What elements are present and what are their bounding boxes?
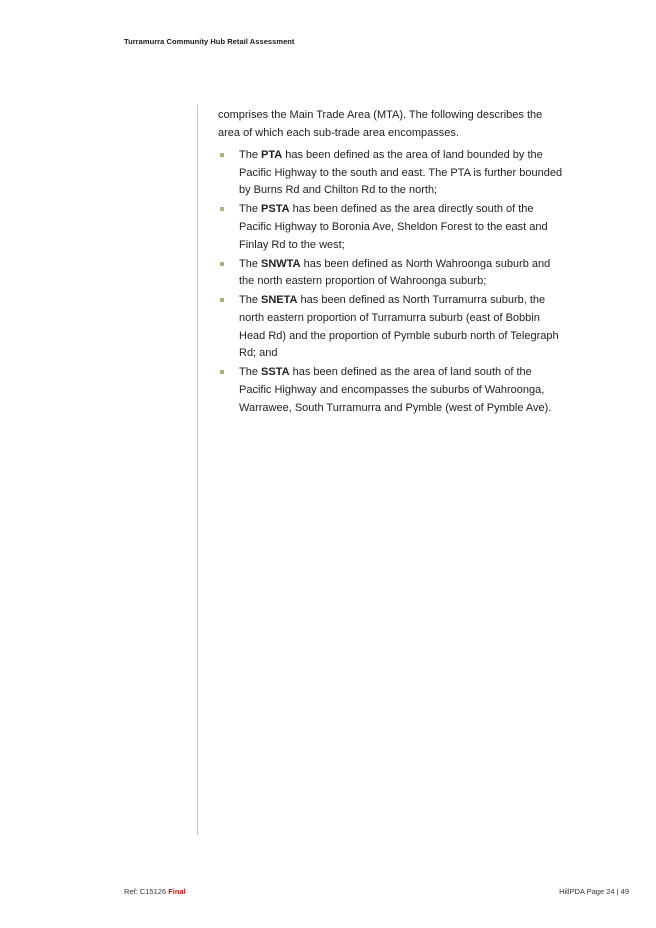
final-status-label: Final: [168, 887, 186, 896]
trade-area-list: [218, 147, 563, 417]
square-bullet-icon: [220, 298, 224, 302]
list-item-psta: The PSTA has been defined as the area directly south of the Pacific Highway to Boronia Ave, Sheldon Forest to the east and Finlay Rd to the west;: [218, 201, 563, 254]
footer-reference: Ref: C15126 Final: [124, 887, 186, 896]
list-item-pta: The PTA has been defined as the area of land bounded by the Pacific Highway to the south and east. The PTA is further bounded by Burns Rd and Chilton Rd to the north;: [218, 147, 563, 200]
term-snwta: SNWTA: [261, 257, 301, 270]
footer-page-number: HillPDA Page 24 | 49: [559, 887, 629, 896]
term-psta: PSTA: [261, 203, 290, 216]
document-header-title: Turramurra Community Hub Retail Assessment: [124, 37, 295, 46]
term-pta: PTA: [261, 149, 283, 162]
square-bullet-icon: [220, 207, 224, 211]
term-sneta: SNETA: [261, 294, 298, 307]
margin-rule: [197, 105, 198, 835]
square-bullet-icon: [220, 153, 224, 157]
term-ssta: SSTA: [261, 366, 290, 379]
intro-paragraph: comprises the Main Trade Area (MTA). The following describes the area of which each sub-trade area encompasses.: [218, 109, 543, 139]
list-item-ssta: The SSTA has been defined as the area of land south of the Pacific Highway and encompasses the suburbs of Wahroonga, Warrawee, South Turramurra and Pymble (west of Pymble Ave).: [218, 364, 563, 417]
list-item-sneta: The SNETA has been defined as North Turramurra suburb, the north eastern proportion of Turramurra suburb (east of Bobbin Head Rd) and the proportion of Pymble suburb north of Telegraph Rd; and: [218, 292, 563, 362]
square-bullet-icon: [220, 370, 224, 374]
list-item-snwta: The SNWTA has been defined as North Wahroonga suburb and the north eastern proportion of Wahroonga suburb;: [218, 256, 563, 291]
square-bullet-icon: [220, 262, 224, 266]
body-content: [218, 107, 563, 419]
